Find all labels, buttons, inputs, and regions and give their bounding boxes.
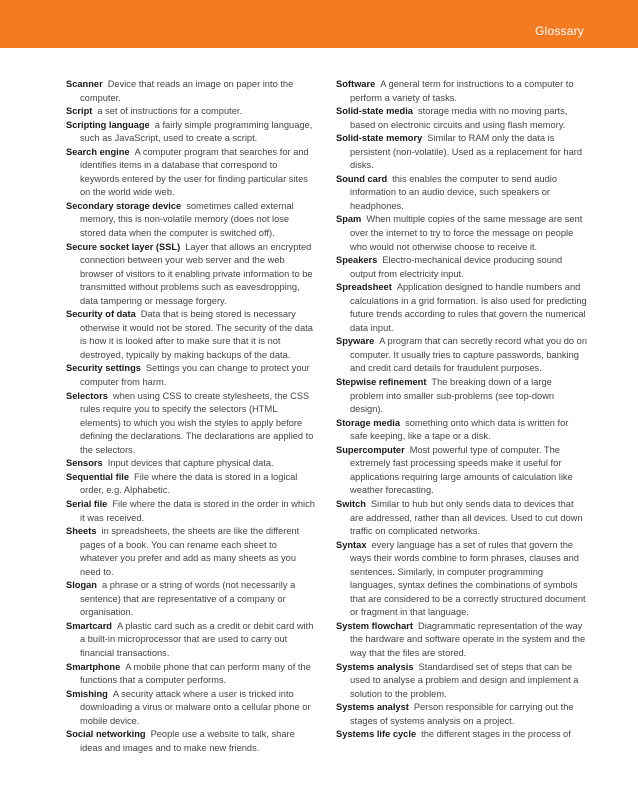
glossary-definition: Similar to hub but only sends data to devices that are addressed, rather than all devices. Used to cut down traffic on complicated networks. [350,498,583,537]
page-header [0,0,638,48]
glossary-entry [66,471,316,498]
glossary-definition: Electro-mechanical device producing sound output from electricity input. [350,255,563,279]
glossary-definition: Settings you can change to protect your computer from harm. [80,363,310,388]
glossary-term: Supercomputer [336,444,405,455]
glossary-entry [66,308,316,362]
glossary-term: Script [66,106,93,117]
glossary-term: Spam [336,214,362,225]
glossary-definition: People use a website to talk, share ideas and images and to make new friends. [80,729,295,753]
glossary-term: Security of data [66,309,136,320]
glossary-definition: File where the data is stored in the order in which it was received. [80,498,315,523]
glossary-definition: Device that reads an image on paper into the computer. [80,79,294,103]
glossary-entry [66,241,316,309]
glossary-term: System flowchart [336,620,413,631]
glossary-term: Systems analyst [336,702,409,713]
glossary-definition: storage media with no moving parts, based on electronic circuits and using flash memory. [350,106,568,130]
glossary-definition: sometimes called external memory, this is non-volatile memory (does not lose stored data when the computer is switched off). [80,200,294,239]
glossary-term: Spreadsheet [336,282,392,293]
glossary-definition: A program that can secretly record what you do on computer. It usually tries to capture passwords, banking and credit card details for fraudulent purposes. [350,336,587,374]
glossary-term: Scanner [66,79,103,89]
glossary-term: Sensors [66,458,103,469]
glossary-entry [336,417,587,444]
glossary-entry [66,105,316,119]
glossary-entry [66,390,316,458]
glossary-definition: A security attack where a user is tricked into downloading a virus or malware onto a cellular phone or mobile device. [80,688,311,726]
glossary-entry [66,200,316,241]
glossary-definition: in spreadsheets, the sheets are like the different pages of a book. You can rename each sheet to whatever you prefer and add as many sheets as you need to. [80,526,300,577]
glossary-entry [66,457,316,471]
glossary-entry [336,105,587,132]
glossary-entry [336,728,587,742]
glossary-entry [66,688,316,729]
glossary-definition: Standardised set of steps that can be used to analyse a problem and design and implement a solution to the problem. [350,661,579,699]
glossary-entry [336,254,587,281]
glossary-entry [66,728,316,755]
glossary-definition: Similar to RAM only the data is persistent (non-volatile). Used as a replacement for hard disks. [350,133,583,171]
glossary-entry [66,620,316,661]
glossary-entry [336,213,587,254]
glossary-term: Sequential file [66,471,130,482]
glossary-entry [66,579,316,620]
glossary-term: Slogan [66,580,97,591]
glossary-term: Switch [336,498,366,509]
glossary-definition: when using CSS to create stylesheets, the CSS rules require you to specify the selectors (HTML elements) to which you wish the styles to apply before defining the declarations. The declarations are applied to the selectors. [80,390,314,455]
glossary-term: Sound card [336,173,388,184]
glossary-entry [336,444,587,498]
glossary-entry [66,146,316,200]
glossary-right-column [336,78,587,742]
glossary-definition: a phrase or a string of words (not necessarily a sentence) that are representative of a company or organisation. [80,580,296,618]
glossary-definition: File where the data is stored in a logical order, e.g. Alphabetic. [80,471,298,496]
glossary-definition: A computer program that searches for and identifies items in a database that correspond to keywords entered by the user for finding particular sites on the world wide web. [80,146,309,198]
glossary-term: Stepwise refinement [336,377,427,388]
glossary-definition: When multiple copies of the same message are sent over the internet to try to force the message on people who would not otherwise choose to receive it. [350,214,583,252]
section-title: Glossary [535,24,584,38]
glossary-entry [336,78,587,105]
glossary-definition: every language has a set of rules that govern the ways their words combine to form phrases, clauses and sentences. Similarly, in computer programming languages, syntax defines the combinations of symbols that are considered to be a correctly structured document or fragment in that language. [350,539,586,618]
glossary-entry [336,173,587,214]
glossary-entry [66,362,316,389]
glossary-definition: something onto which data is written for safe keeping, like a tape or a disk. [350,417,569,442]
glossary-definition: Input devices that capture physical data. [107,458,274,469]
glossary-definition: A mobile phone that can perform many of the functions that a computer performs. [80,661,311,686]
glossary-definition: Diagrammatic representation of the way the hardware and software operate in the system and the way that the files are stored. [350,620,586,658]
glossary-definition: Data that is being stored is necessary otherwise it would not be stored. The security of the data is how it is looked after to make sure that it is not destroyed, typically by making backups of the data. [80,309,313,360]
glossary-entry [336,281,587,335]
glossary-entry [336,661,587,702]
glossary-term: Secure socket layer (SSL) [66,241,181,252]
glossary-entry [336,376,587,417]
glossary-term: Storage media [336,417,401,428]
glossary-term: Selectors [66,390,108,401]
glossary-term: Social networking [66,729,146,740]
glossary-entry [336,498,587,539]
glossary-term: Systems analysis [336,661,414,672]
glossary-term: Smartcard [66,620,112,631]
glossary-definition: a set of instructions for a computer. [97,106,243,117]
glossary-definition: Layer that allows an encrypted connection between your web server and the web browser of visitors to it enabling private information to be transmitted without problems such as eavesdropping, data tampering or message forgery. [80,241,313,306]
glossary-left-column [66,78,316,755]
glossary-term: Scripting language [66,119,150,130]
glossary-term: Solid-state media [336,106,413,117]
glossary-definition: Application designed to handle numbers and calculations in a grid formation. Is also used for predicting future trends according to rules that govern the numerical data input. [350,282,587,333]
glossary-term: Secondary storage device [66,200,182,211]
glossary-term: Smishing [66,688,108,699]
glossary-entry [66,78,316,105]
glossary-entry [336,335,587,376]
glossary-entry [336,539,587,620]
glossary-term: Syntax [336,539,367,550]
glossary-term: Solid-state memory [336,133,423,144]
glossary-definition: the different stages in the process of [421,729,571,740]
glossary-entry [66,119,316,146]
glossary-definition: Most powerful type of computer. The extremely fast processing speeds make it useful for applications requiring large amounts of calculation like weather forecasting. [350,444,573,496]
glossary-entry [66,498,316,525]
glossary-term: Search engine [66,146,130,157]
glossary-definition: a fairly simple programming language, such as JavaScript, used to create a script. [80,119,313,144]
glossary-entry [66,661,316,688]
glossary-definition: The breaking down of a large problem into smaller sub-problems (see top-down design). [350,377,555,415]
glossary-term: Spyware [336,336,375,347]
glossary-entry [66,525,316,579]
glossary-term: Security settings [66,363,141,374]
glossary-term: Software [336,79,376,89]
glossary-definition: A general term for instructions to a computer to perform a variety of tasks. [350,79,574,103]
glossary-term: Systems life cycle [336,729,417,740]
glossary-definition: Person responsible for carrying out the stages of systems analysis on a project. [350,702,574,726]
glossary-term: Sheets [66,526,97,537]
glossary-entry [336,701,587,728]
glossary-entry [336,132,587,173]
glossary-term: Serial file [66,498,108,509]
glossary-definition: A plastic card such as a credit or debit card with a built-in microprocessor that are used to carry out financial transactions. [80,620,314,658]
glossary-definition: this enables the computer to send audio information to an audio device, such speakers or headphones. [350,173,558,211]
glossary-term: Smartphone [66,661,121,672]
glossary-term: Speakers [336,255,378,266]
glossary-entry [336,620,587,661]
